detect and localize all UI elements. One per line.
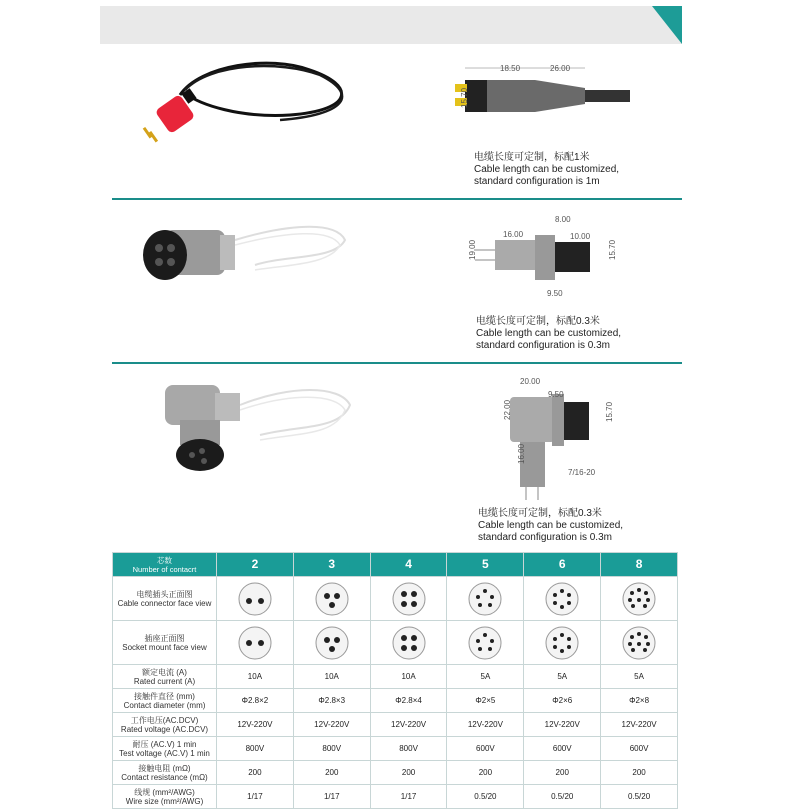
drawing3-dim-e: 16.00 <box>517 443 526 464</box>
face-view-cell <box>447 577 524 621</box>
table-cell: 600V <box>601 737 678 761</box>
drawing2-dim-f: 9.50 <box>547 289 563 298</box>
face-5-pin-icon <box>467 581 503 617</box>
table-cell: 5A <box>524 665 601 689</box>
row-label-en: Rated current (A) <box>133 676 196 686</box>
table-cell: Φ2.8×3 <box>293 689 370 713</box>
row-label-zh: 额定电流 (A) <box>142 667 187 677</box>
table-cell: 10A <box>217 665 294 689</box>
table-cell: Φ2.8×2 <box>217 689 294 713</box>
cable-note-3-zh: 电缆长度可定制，标配0.3米 <box>478 508 602 519</box>
table-cell: 10A <box>370 665 447 689</box>
drawing2-dim-d: 19.00 <box>468 239 477 260</box>
row-label-en: Wire size (mm²/AWG) <box>125 796 204 806</box>
face-view-cell <box>601 621 678 665</box>
socket-6-pin-icon <box>544 625 580 661</box>
table-cell: 600V <box>524 737 601 761</box>
row-label-en: Contact resistance (mΩ) <box>121 772 208 782</box>
cable-note-3-en2: standard configuration is 0.3m <box>478 532 612 543</box>
drawing3-dim-a: 20.00 <box>520 377 541 386</box>
table-cell: 10A <box>293 665 370 689</box>
table-cell: 800V <box>370 737 447 761</box>
cable-plug-photo <box>140 55 370 150</box>
right-angle-socket-photo <box>150 375 370 475</box>
header-label <box>113 553 217 577</box>
face-view-cell <box>217 621 294 665</box>
header-label-en: Number of contacrt <box>132 564 197 574</box>
socket-8-pin-icon <box>621 625 657 661</box>
row-label-zh: 线规 (mm²/AWG) <box>134 787 195 797</box>
row-label <box>113 665 217 689</box>
drawing1-dim-a: 18.50 <box>500 64 521 73</box>
row-label <box>113 785 217 809</box>
table-header-row <box>113 553 678 577</box>
straight-socket-dimension-drawing <box>455 210 625 305</box>
face-8-pin-icon <box>621 581 657 617</box>
table-cell: 600V <box>447 737 524 761</box>
cable-note-1-en2: standard configuration is 1m <box>474 176 600 187</box>
drawing3-dim-b: 9.50 <box>548 390 564 399</box>
row-label <box>113 761 217 785</box>
cable-face-row <box>113 577 678 621</box>
cable-note-3 <box>478 508 623 544</box>
row-label <box>113 737 217 761</box>
header-contacts-4: 4 <box>370 553 447 577</box>
table-row <box>113 713 678 737</box>
straight-socket-photo <box>135 210 355 300</box>
table-cell: 0.5/20 <box>524 785 601 809</box>
cable-note-1-en1: Cable length can be customized, <box>474 164 620 175</box>
socket-5-pin-icon <box>467 625 503 661</box>
plug-dimension-drawing <box>445 60 655 130</box>
face-view-cell <box>217 577 294 621</box>
row-label-en: Socket mount face view <box>122 642 207 652</box>
face-3-pin-icon <box>314 581 350 617</box>
banner-corner-accent <box>652 6 682 44</box>
drawing2-dim-c: 10.00 <box>570 232 591 241</box>
table-cell: 12V-220V <box>293 713 370 737</box>
table-cell: 5A <box>601 665 678 689</box>
cable-note-3-en1: Cable length can be customized, <box>478 520 624 531</box>
row-label-zh: 耐压 (AC.V) 1 min <box>132 739 197 749</box>
drawing3-dim-c: 22.00 <box>503 399 512 420</box>
table-cell: 0.5/20 <box>601 785 678 809</box>
face-view-cell <box>524 621 601 665</box>
table-cell: 1/17 <box>370 785 447 809</box>
cable-note-2-en2: standard configuration is 0.3m <box>476 340 610 351</box>
table-row <box>113 737 678 761</box>
face-view-cell <box>447 621 524 665</box>
face-view-cell <box>601 577 678 621</box>
table-cell: Φ2×5 <box>447 689 524 713</box>
cable-note-2-en1: Cable length can be customized, <box>476 328 622 339</box>
table-cell: 5A <box>447 665 524 689</box>
drawing2-dim-b: 16.00 <box>503 230 524 239</box>
table-cell: 12V-220V <box>601 713 678 737</box>
face-view-cell <box>370 621 447 665</box>
row-label-zh: 接触电阻 (mΩ) <box>138 763 191 773</box>
drawing1-dim-c: 15.70 <box>460 87 469 108</box>
row-label-zh: 接触件直径 (mm) <box>134 691 195 701</box>
row-label <box>113 689 217 713</box>
face-6-pin-icon <box>544 581 580 617</box>
row-label <box>113 621 217 665</box>
table-cell: 200 <box>217 761 294 785</box>
table-cell: 800V <box>217 737 294 761</box>
socket-2-pin-icon <box>237 625 273 661</box>
table-cell: Φ2×6 <box>524 689 601 713</box>
row-label-en: Rated voltage (AC.DCV) <box>120 724 209 734</box>
face-view-cell <box>293 577 370 621</box>
row-label <box>113 577 217 621</box>
row-label-en: Cable connector face view <box>117 598 212 608</box>
table-cell: 0.5/20 <box>447 785 524 809</box>
table-cell: 200 <box>601 761 678 785</box>
table-cell: 200 <box>370 761 447 785</box>
spec-table <box>112 552 678 809</box>
table-cell: 200 <box>524 761 601 785</box>
face-view-cell <box>370 577 447 621</box>
header-contacts-6: 6 <box>524 553 601 577</box>
table-cell: 1/17 <box>293 785 370 809</box>
row-label-zh: 电缆插头正面图 <box>136 589 193 599</box>
drawing2-dim-a: 8.00 <box>555 215 571 224</box>
table-row <box>113 761 678 785</box>
socket-3-pin-icon <box>314 625 350 661</box>
drawing3-dim-d: 15.70 <box>605 401 614 422</box>
row-label-en: Test voltage (AC.V) 1 min <box>119 748 210 758</box>
face-2-pin-icon <box>237 581 273 617</box>
table-cell: 12V-220V <box>217 713 294 737</box>
row-label <box>113 713 217 737</box>
socket-4-pin-icon <box>391 625 427 661</box>
header-contacts-3: 3 <box>293 553 370 577</box>
row-label-zh: 工作电压(AC.DCV) <box>130 715 199 725</box>
table-cell: Φ2×8 <box>601 689 678 713</box>
right-angle-socket-dimension-drawing <box>490 372 640 502</box>
table-cell: 800V <box>293 737 370 761</box>
cable-note-2-zh: 电缆长度可定制，标配0.3米 <box>476 316 600 327</box>
table-row <box>113 689 678 713</box>
table-cell: 200 <box>447 761 524 785</box>
cable-note-2 <box>476 316 621 352</box>
header-contacts-8: 8 <box>601 553 678 577</box>
row-label-zh: 插座正面图 <box>144 633 185 643</box>
row-label-en: Contact diameter (mm) <box>123 700 206 710</box>
cable-note-1 <box>474 152 619 188</box>
table-cell: 200 <box>293 761 370 785</box>
table-cell: Φ2.8×4 <box>370 689 447 713</box>
face-view-cell <box>524 577 601 621</box>
drawing3-dim-f: 7/16-20 <box>568 468 596 477</box>
face-4-pin-icon <box>391 581 427 617</box>
drawing2-dim-e: 15.70 <box>608 239 617 260</box>
header-contacts-2: 2 <box>217 553 294 577</box>
table-cell: 12V-220V <box>524 713 601 737</box>
table-row <box>113 665 678 689</box>
face-view-cell <box>293 621 370 665</box>
table-cell: 12V-220V <box>447 713 524 737</box>
cable-note-1-zh: 电缆长度可定制，标配1米 <box>474 152 590 163</box>
section-divider-2 <box>112 362 682 364</box>
table-cell: 1/17 <box>217 785 294 809</box>
table-row <box>113 785 678 809</box>
header-label-zh: 芯数 <box>157 555 172 565</box>
header-contacts-5: 5 <box>447 553 524 577</box>
top-banner <box>100 6 682 44</box>
socket-face-row <box>113 621 678 665</box>
table-cell: 12V-220V <box>370 713 447 737</box>
section-divider-1 <box>112 198 682 200</box>
drawing1-dim-b: 26.00 <box>550 64 571 73</box>
